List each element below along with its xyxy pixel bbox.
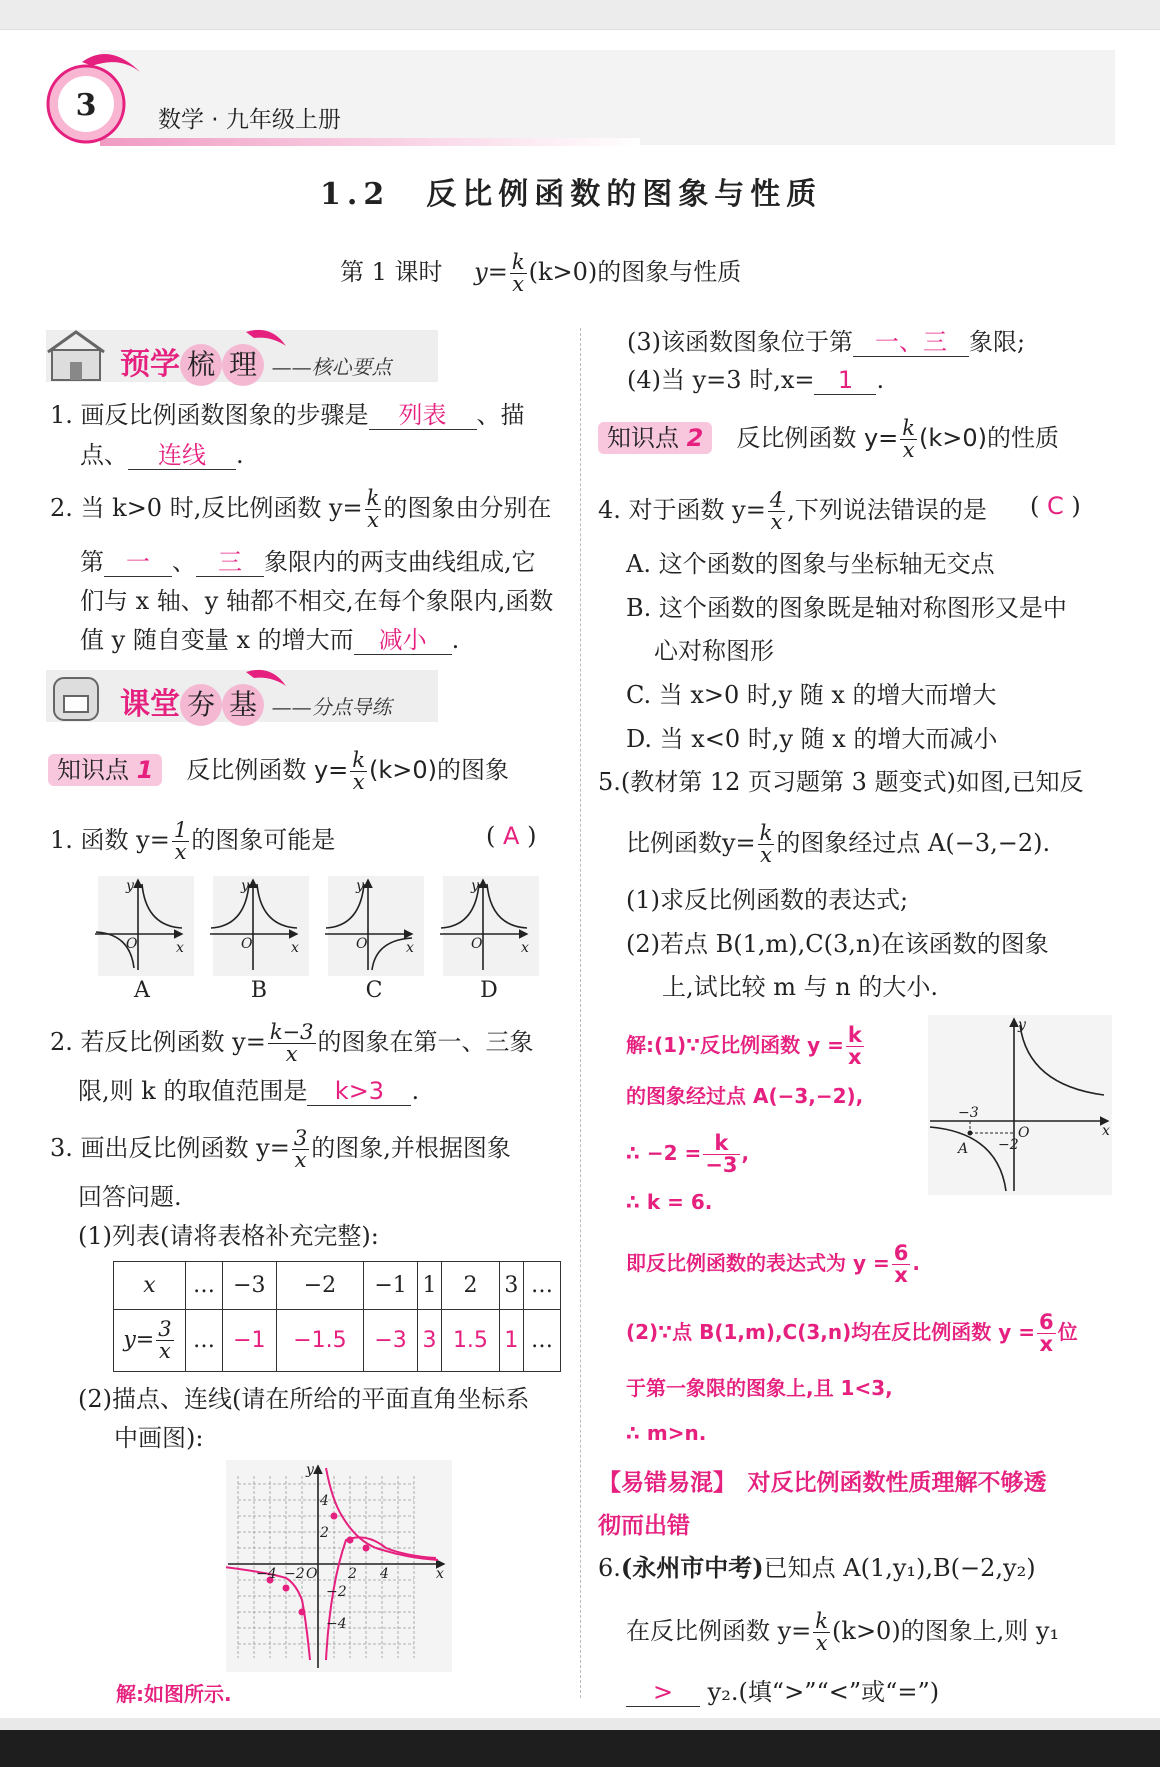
option-c-graph <box>325 876 424 976</box>
q4-answer: ( C ) <box>1030 492 1081 520</box>
q5-solution-2: 的图象经过点 A(−3,−2), <box>626 1084 864 1108</box>
option-b-label: B <box>250 978 268 1003</box>
table-cell: 1 <box>417 1262 441 1310</box>
q1-text: 1. 函数 y= $\frac{1}{x}$ 的图象可能是 <box>50 818 336 864</box>
svg-text:y: y <box>356 878 364 894</box>
q3-solution: 解:如图所示. <box>116 1682 232 1706</box>
svg-text:y: y <box>1018 1017 1026 1033</box>
option-a-graph <box>95 876 194 976</box>
page-title: 1.2 反比例函数的图象与性质 <box>320 177 823 212</box>
svg-text:x: x <box>406 940 414 956</box>
top-bar <box>0 0 1160 30</box>
svg-text:A: A <box>958 1141 969 1157</box>
table-cell: 3 <box>499 1262 523 1310</box>
q5-solution-8: ∴ m>n. <box>626 1421 707 1445</box>
table-cell: 1.5 <box>442 1310 500 1372</box>
class-header: 课堂 夯 基 ——分点导练 <box>120 684 392 727</box>
svg-text:y: y <box>241 878 249 894</box>
svg-text:−3: −3 <box>958 1105 979 1121</box>
table-cell: x <box>114 1262 186 1310</box>
q4-option-b: B. 这个函数的图象既是轴对称图形又是中 <box>626 594 1067 622</box>
option-d-label: D <box>480 978 498 1003</box>
table-cell: −3 <box>364 1310 418 1372</box>
table-row-y <box>114 1310 561 1372</box>
svg-text:y: y <box>471 878 479 894</box>
bottom-edge <box>0 1718 1160 1730</box>
option-d-graph <box>440 876 539 976</box>
q4-option-d: D. 当 x<0 时,y 随 x 的增大而减小 <box>626 725 998 753</box>
knowledge-point-2: 知识点 2 反比例函数 y= $\frac{k}{x}$ (k>0)的性质 <box>598 418 1059 461</box>
svg-text:y: y <box>306 1462 314 1478</box>
q5-solution-6: (2)∵点 B(1,m),C(3,n)均在反比例函数 y = $\frac{6}{x}$ 位 <box>626 1310 1078 1356</box>
table-cell: … <box>186 1310 223 1372</box>
svg-text:O: O <box>126 936 138 952</box>
q6-text-line2: 在反比例函数 y= $\frac{k}{x}$ (k>0)的图象上,则 y₁ <box>626 1609 1060 1655</box>
q6-text: 6.(永州市中考)已知点 A(1,y₁),B(−2,y₂) <box>598 1553 1036 1582</box>
q5-solution-3: ∴ −2 = $\frac{k}{-3}$ , <box>626 1131 750 1177</box>
svg-text:y: y <box>126 878 134 894</box>
table-cell: 3 <box>417 1310 441 1372</box>
svg-text:−2: −2 <box>998 1137 1019 1153</box>
table-cell: … <box>523 1310 560 1372</box>
svg-text:−4: −4 <box>326 1616 347 1632</box>
q3-part3: (3)该函数图象位于第 一、三 象限; <box>627 328 1026 356</box>
table-cell: … <box>523 1262 560 1310</box>
q3-part2: (2)描点、连线(请在所给的平面直角坐标系 <box>78 1385 530 1413</box>
q5-part2: (2)若点 B(1,m),C(3,n)在该函数的图象 <box>626 930 1049 958</box>
svg-text:O: O <box>471 936 483 952</box>
q2-text-line2: 限,则 k 的取值范围是 k>3 . <box>78 1077 420 1105</box>
backpack-icon <box>54 678 98 720</box>
q5-solution-7: 于第一象限的图象上,且 1<3, <box>626 1376 893 1400</box>
svg-text:x: x <box>436 1566 444 1582</box>
preview-q2: 2. 当 k>0 时,反比例函数 y= $\frac{k}{x}$ 的图象由分别在 <box>50 486 552 532</box>
q5-text: 5.(教材第 12 页习题第 3 题变式)如图,已知反 <box>598 768 1084 796</box>
tip-line2: 彻而出错 <box>598 1513 690 1539</box>
q5-text-line2: 比例函数y= $\frac{k}{x}$ 的图象经过点 A(−3,−2). <box>626 821 1051 867</box>
svg-text:−2: −2 <box>284 1566 305 1582</box>
table-cell-y-label: y= $\frac{3}{x}$ <box>114 1310 186 1372</box>
q3-part4: (4)当 y=3 时,x= 1 . <box>627 366 885 394</box>
q6-text-line3: > y₂.(填“>”“<”或“=”) <box>626 1676 939 1708</box>
column-divider <box>580 328 582 1698</box>
q5-part1: (1)求反比例函数的表达式; <box>626 886 909 914</box>
table-cell: 2 <box>442 1262 500 1310</box>
svg-text:x: x <box>1102 1123 1110 1139</box>
svg-text:x: x <box>291 940 299 956</box>
option-b-graph <box>210 876 309 976</box>
subject-label: 数学 · 九年级上册 <box>158 107 341 133</box>
q3-part2-line2: 中画图): <box>114 1424 204 1452</box>
svg-text:O: O <box>241 936 253 952</box>
tip-line1: 【易错易混】 对反比例函数性质理解不够透 <box>598 1470 1047 1496</box>
table-row-x <box>114 1262 561 1310</box>
table-cell: −1.5 <box>276 1310 363 1372</box>
q5-solution-1: 解:(1)∵反比例函数 y = $\frac{k}{x}$ <box>626 1023 862 1069</box>
table-cell: … <box>186 1262 223 1310</box>
q1-answer: ( A ) <box>486 822 537 850</box>
preview-q2-line3: 们与 x 轴、y 轴都不相交,在每个象限内,函数 <box>80 587 554 615</box>
table-cell: −1 <box>364 1262 418 1310</box>
svg-text:2: 2 <box>348 1566 357 1582</box>
svg-text:2: 2 <box>320 1525 329 1541</box>
q5-solution-5: 即反比例函数的表达式为 y = $\frac{6}{x}$ . <box>626 1241 920 1287</box>
svg-text:−2: −2 <box>326 1584 347 1600</box>
preview-q1: 1. 画反比例函数图象的步骤是 列表 、描 <box>50 401 525 429</box>
page-number: 3 <box>75 88 97 123</box>
table-cell: −3 <box>222 1262 276 1310</box>
q3-text: 3. 画出反比例函数 y= $\frac{3}{x}$ 的图象,并根据图象 <box>50 1126 511 1172</box>
q5-solution-4: ∴ k = 6. <box>626 1190 713 1214</box>
preview-q1-line2: 点、 连线 . <box>80 441 244 469</box>
q3-part1: (1)列表(请将表格补充完整): <box>78 1222 379 1250</box>
q5-graph <box>928 1015 1112 1195</box>
table-cell: 1 <box>499 1310 523 1372</box>
preview-q2-line4: 值 y 随自变量 x 的增大而 减小 . <box>80 626 460 654</box>
q4-option-c: C. 当 x>0 时,y 随 x 的增大而增大 <box>626 681 997 709</box>
svg-text:O: O <box>356 936 368 952</box>
q3-value-table <box>113 1261 561 1372</box>
table-cell: −1 <box>222 1310 276 1372</box>
table-cell: −2 <box>276 1262 363 1310</box>
lesson-title: 第 1 课时 y= $\frac{k}{x}$ (k>0)的图象与性质 <box>340 250 742 296</box>
preview-q2-line2: 第 一 、 三 象限内的两支曲线组成,它 <box>80 548 536 576</box>
q3-graph <box>226 1460 452 1672</box>
svg-text:4: 4 <box>380 1566 389 1582</box>
svg-text:−4: −4 <box>256 1566 277 1582</box>
preview-header: 预学 梳 理 ——核心要点 <box>120 344 392 387</box>
svg-text:O: O <box>306 1566 318 1582</box>
bottom-bar <box>0 1730 1160 1767</box>
q4-option-a: A. 这个函数的图象与坐标轴无交点 <box>626 550 995 578</box>
q4-text: 4. 对于函数 y= $\frac{4}{x}$ ,下列说法错误的是 <box>598 488 987 534</box>
svg-text:4: 4 <box>320 1493 329 1509</box>
q5-part2-line2: 上,试比较 m 与 n 的大小. <box>662 973 938 1001</box>
q2-text: 2. 若反比例函数 y= $\frac{k-3}{x}$ 的图象在第一、三象 <box>50 1020 534 1066</box>
option-c-label: C <box>365 978 383 1003</box>
svg-text:x: x <box>176 940 184 956</box>
svg-text:O: O <box>1018 1125 1030 1141</box>
q3-text-line2: 回答问题. <box>78 1183 182 1211</box>
q4-option-b-line2: 心对称图形 <box>654 637 774 665</box>
option-a-label: A <box>134 978 150 1003</box>
svg-text:x: x <box>521 940 529 956</box>
knowledge-point-1: 知识点 1 反比例函数 y= $\frac{k}{x}$ (k>0)的图象 <box>48 750 509 793</box>
